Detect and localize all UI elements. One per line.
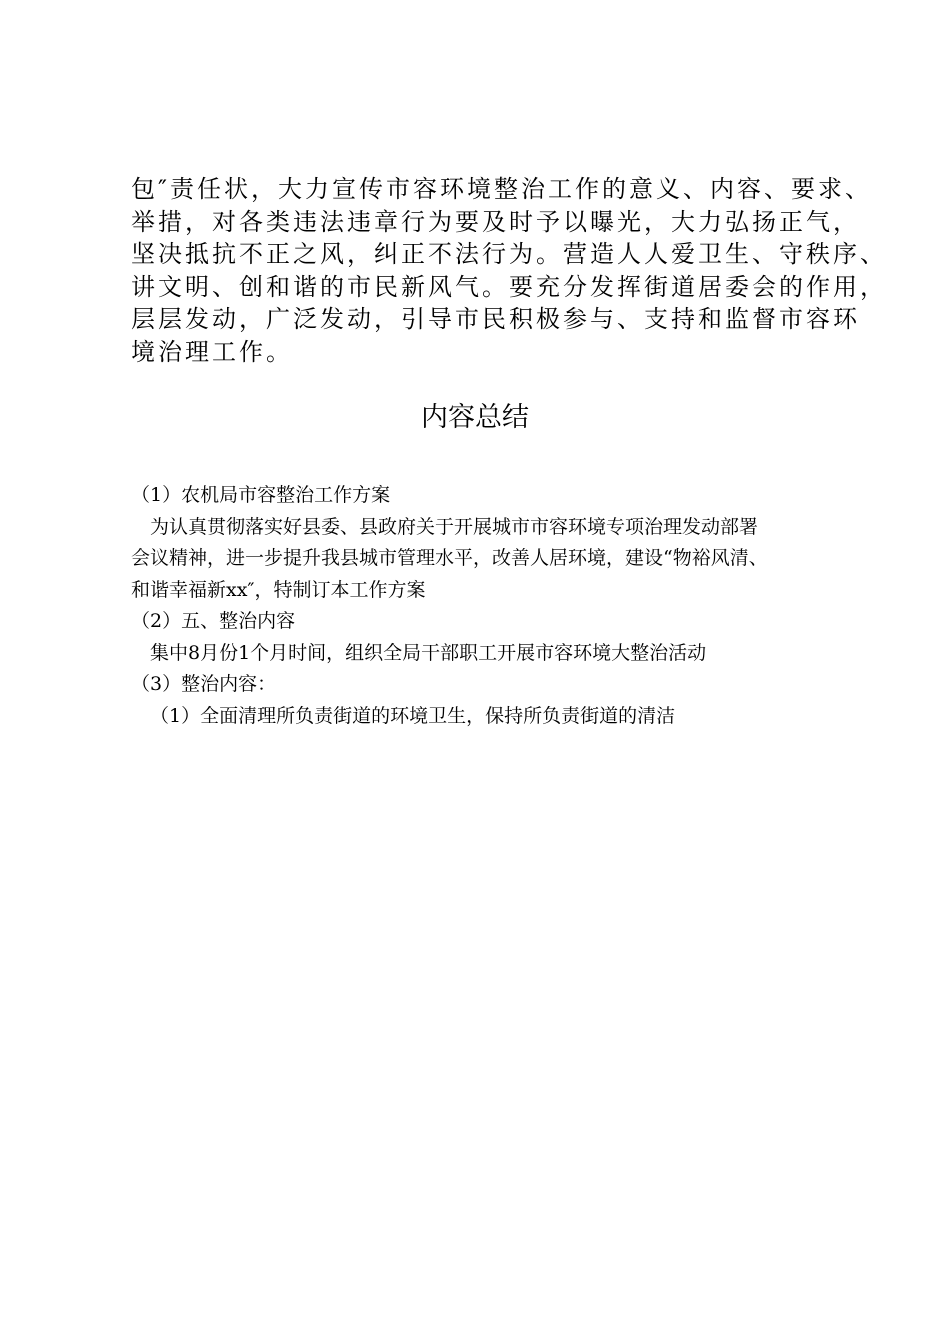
paragraph-line: 境治理工作。 — [131, 337, 293, 366]
summary-item-heading: （3）整治内容： — [131, 673, 277, 695]
summary-item-text: 为认真贯彻落实好县委、县政府关于开展城市市容环境专项治理发动部署 — [150, 515, 759, 538]
summary-item-text: 集中8月份1个月时间，组织全局干部职工开展市容环境大整治活动 — [150, 641, 707, 664]
paragraph-line: 讲文明、创和谐的市民新风气。要充分发挥街道居委会的作用， — [131, 272, 887, 301]
summary-section — [131, 480, 831, 732]
summary-item-heading: （1）农机局市容整治工作方案 — [131, 484, 391, 506]
summary-item-text: 会议精神，进一步提升我县城市管理水平，改善人居环境，建设“物裕风清、 — [131, 547, 768, 569]
body-paragraph — [131, 173, 887, 368]
summary-item-text: （1）全面清理所负责街道的环境卫生，保持所负责街道的清洁 — [150, 704, 676, 727]
summary-item-text: 和谐幸福新xx″，特制订本工作方案 — [131, 578, 426, 601]
summary-item-heading: （2）五、整治内容 — [131, 610, 296, 632]
paragraph-line: 层层发动，广泛发动，引导市民积极参与、支持和监督市容环 — [131, 305, 860, 333]
paragraph-line: 坚决抵抗不正之风，纠正不法行为。营造人人爱卫生、守秩序、 — [131, 240, 887, 268]
paragraph-line: 包″责任状，大力宣传市容环境整治工作的意义、内容、要求、 — [131, 175, 872, 203]
paragraph-line: 举措，对各类违法违章行为要及时予以曝光，大力弘扬正气， — [131, 207, 860, 236]
summary-heading: 内容总结 — [421, 402, 529, 433]
